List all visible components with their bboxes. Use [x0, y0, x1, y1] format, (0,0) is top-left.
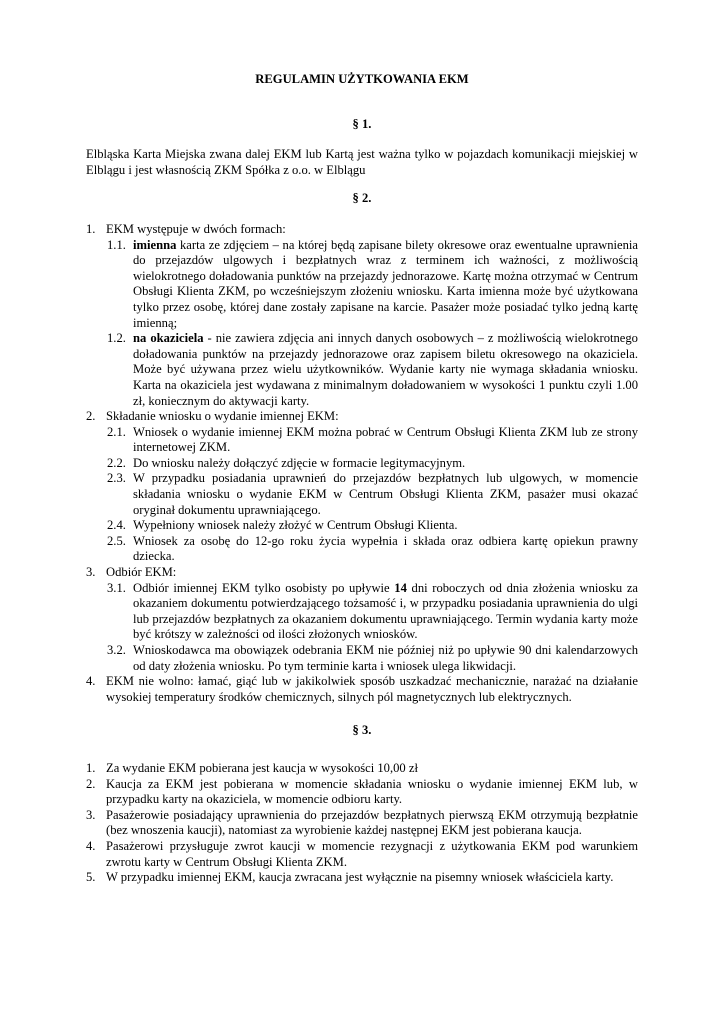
section-1-heading: § 1.	[352, 116, 372, 131]
list-text: EKM nie wolno: łamać, giąć lub w jakikolwiek sposób uszkadzać mechanicznie, narażać na działanie wysokiej temperatury środków chemicznych, silnych pól magnetycznych lub elektrycznych.	[106, 674, 638, 704]
sub-list-text: dni roboczych od dnia złożenia wniosku za okazaniem dokumentu potwierdzającego tożsamość i, w przypadku posiadania uprawnienia do ulgi lub przejazdów bezpłatnych za okazaniem dokumentu uprawniającego. Termin wydania karty może być krótszy w zależności od ilości złożonych wniosków.	[133, 580, 639, 642]
sub-list-item	[86, 238, 638, 332]
list-number: 2.	[86, 776, 96, 791]
sub-list-text: Wniosek za osobę do 12-go roku życia wypełnia i składa oraz odbiera kartę opiekun prawny dziecka.	[133, 533, 638, 564]
section-2-list	[86, 222, 638, 705]
list-item	[86, 674, 638, 705]
list-number: 5.	[86, 870, 96, 885]
list-item	[86, 870, 638, 886]
list-text: Pasażerowie posiadający uprawnienia do przejazdów bezpłatnych pierwszą EKM otrzymują bezpłatnie (bez wnoszenia kaucji), natomiast za wyrobienie każdej następnej EKM jest pobierana kaucja.	[106, 807, 638, 838]
section-3-list	[86, 761, 638, 886]
sub-list	[86, 238, 638, 410]
sub-list-item	[86, 518, 638, 534]
bold-term: 14	[394, 580, 407, 595]
list-item	[86, 409, 638, 565]
list-item	[86, 808, 638, 839]
sub-list-number: 3.1.	[107, 580, 126, 595]
list-text: W przypadku imiennej EKM, kaucja zwracana jest wyłącznie na pisemny wniosek właściciela karty.	[106, 870, 614, 885]
list-number: 1.	[86, 760, 96, 775]
list-item	[86, 761, 638, 777]
sub-list-text: W przypadku posiadania uprawnień do przejazdów bezpłatnych lub ulgowych, w momencie składania wniosku o wydanie EKM w Centrum Obsługi Klienta ZKM, pasażer musi okazać oryginał dokumentu uprawniającego.	[133, 471, 638, 517]
sub-list-text: Do wniosku należy dołączyć zdjęcie w formacie legitymacyjnym.	[133, 455, 466, 470]
sub-list-number: 2.2.	[107, 455, 126, 470]
sub-list-item	[86, 534, 638, 565]
sub-list-number: 2.1.	[107, 424, 126, 439]
list-text: Kaucja za EKM jest pobierana w momencie składania wniosku o wydanie imiennej EKM lub, w przypadku karty na okaziciela, w momencie odbioru karty.	[106, 776, 638, 807]
sub-list-text: Wniosek o wydanie imiennej EKM można pobrać w Centrum Obsługi Klienta ZKM lub ze strony internetowej ZKM.	[133, 424, 638, 455]
list-item	[86, 777, 638, 808]
sub-list-text: Wypełniony wniosek należy złożyć w Centrum Obsługi Klienta.	[133, 518, 458, 533]
sub-list-item	[86, 425, 638, 456]
sub-list-item	[86, 471, 638, 518]
sub-list-item	[86, 331, 638, 409]
list-text: EKM występuje w dwóch formach:	[106, 221, 286, 236]
sub-list-number: 1.2.	[107, 331, 126, 346]
list-item	[86, 565, 638, 674]
sub-list-item	[86, 581, 638, 643]
sub-list	[86, 425, 638, 565]
section-3-heading: § 3.	[352, 723, 372, 738]
list-number: 3.	[86, 807, 96, 822]
list-number: 4.	[86, 838, 96, 853]
sub-list-item	[86, 456, 638, 472]
sub-list-number: 2.5.	[107, 533, 126, 548]
sub-list-number: 1.1.	[107, 237, 126, 252]
sub-list	[86, 581, 638, 675]
list-number: 3.	[86, 565, 96, 580]
list-text: Składanie wniosku o wydanie imiennej EKM:	[106, 409, 339, 424]
sub-list-number: 2.3.	[107, 471, 126, 486]
bold-term: imienna	[133, 237, 177, 252]
document-page	[86, 70, 638, 886]
sub-list-item	[86, 643, 638, 674]
sub-list-text: karta ze zdjęciem – na której będą zapisane bilety okresowe oraz ewentualne uprawnienia do przejazdów ulgowych i bezpłatnych wraz z terminem ich ważności, z możliwością wielokrotnego doładowania punktów na przejazdy jednorazowe. Kartę można otrzymać w Centrum Obsługi Klienta ZKM, po wcześniejszym złożeniu wniosku. Karta imienna może być użytkowana tylko przez osobę, której dane zostały zapisane na karcie. Pasażer może posiadać tylko jedną kartę imienną;	[133, 237, 638, 330]
list-number: 4.	[86, 674, 96, 689]
list-text: Za wydanie EKM pobierana jest kaucja w wysokości 10,00 zł	[106, 760, 418, 775]
list-text: Pasażerowi przysługuje zwrot kaucji w momencie rezygnacji z użytkowania EKM pod warunkiem zwrotu karty w Centrum Obsługi Klienta ZKM.	[106, 838, 638, 869]
document-title: REGULAMIN UŻYTKOWANIA EKM	[255, 72, 469, 86]
sub-list-number: 2.4.	[107, 518, 126, 533]
list-text: Odbiór EKM:	[106, 565, 177, 580]
list-item	[86, 839, 638, 870]
sub-list-text-pre: Odbiór imiennej EKM tylko osobisty po upływie	[133, 580, 395, 595]
section-1-text: Elbląska Karta Miejska zwana dalej EKM lub Kartą jest ważna tylko w pojazdach komunikacji miejskiej w Elblągu i jest własnością ZKM Spółka z o.o. w Elblągu	[86, 147, 638, 177]
sub-list-text: - nie zawiera zdjęcia ani innych danych osobowych – z możliwością wielokrotnego doładowania punktów na przejazdy jednorazowe oraz zapisem biletu okresowego na okaziciela. Może być używana przez wielu użytkowników. Wydanie karty nie wymaga składania wniosku. Karta na okaziciela jest wydawana z minimalnym doładowaniem w wysokości 1 punktu czyli 1.00 zł, koniecznym do aktywacji karty.	[133, 331, 638, 408]
list-number: 1.	[86, 221, 96, 236]
sub-list-text: Wnioskodawca ma obowiązek odebrania EKM nie później niż po upływie 90 dni kalendarzowych od daty złożenia wniosku. Po tym terminie karta i wniosek ulega likwidacji.	[133, 643, 638, 673]
bold-term: na okaziciela	[133, 331, 204, 346]
list-number: 2.	[86, 409, 96, 424]
sub-list-number: 3.2.	[107, 643, 126, 657]
section-2-heading: § 2.	[352, 191, 372, 206]
list-item	[86, 222, 638, 409]
